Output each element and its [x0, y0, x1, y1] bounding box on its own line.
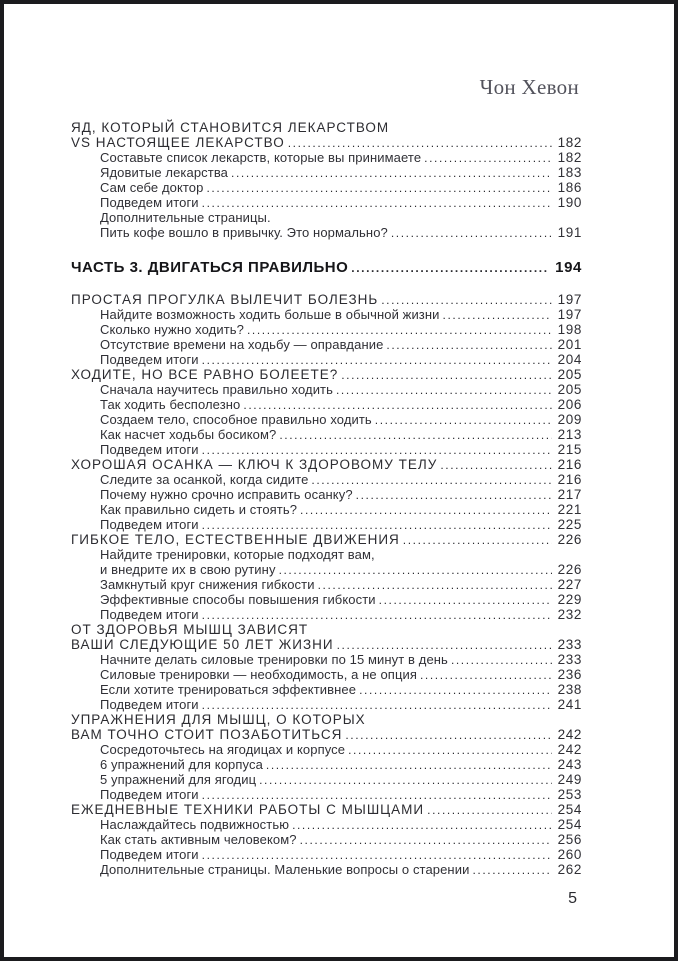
toc-entry-title: ХОРОШАЯ ОСАНКА — КЛЮЧ К ЗДОРОВОМУ ТЕЛУ — [71, 457, 438, 472]
toc-entry-page: 216 — [557, 472, 582, 487]
toc-entry-page: 204 — [557, 352, 582, 367]
toc-entry-title: Эффективные способы повышения гибкости — [100, 592, 376, 607]
toc-entry-page: 186 — [557, 180, 582, 195]
toc-entry-page: 227 — [557, 577, 582, 592]
dot-leader — [279, 563, 552, 578]
dot-leader — [202, 698, 552, 713]
toc-row — [71, 847, 582, 862]
dot-leader — [420, 668, 552, 683]
toc-entry-title: Сам себе доктор — [100, 180, 204, 195]
toc-row — [71, 622, 582, 637]
dot-leader — [206, 181, 551, 196]
toc-entry-title: Если хотите тренироваться эффективнее — [100, 682, 357, 697]
dot-leader — [472, 863, 551, 878]
dot-leader — [311, 473, 551, 488]
toc-entry-title: Почему нужно срочно исправить осанку? — [100, 487, 353, 502]
toc-row — [71, 652, 582, 667]
toc-row — [71, 307, 582, 322]
toc-entry-page: 182 — [557, 150, 582, 165]
toc-entry-title: Так ходить бесполезно — [100, 397, 241, 412]
toc-row — [71, 502, 582, 517]
toc-row — [71, 697, 582, 712]
toc-entry-title: ВАШИ СЛЕДУЮЩИЕ 50 ЛЕТ ЖИЗНИ — [71, 637, 334, 652]
toc-entry-page: 260 — [557, 847, 582, 862]
toc-entry-page: 205 — [557, 367, 582, 382]
dot-leader — [403, 533, 552, 548]
toc-entry-title: Отсутствие времени на ходьбу — оправдание — [100, 337, 384, 352]
dot-leader — [202, 196, 552, 211]
toc-entry-page: 215 — [557, 442, 582, 457]
toc-row — [71, 787, 582, 802]
toc-entry-page: 236 — [557, 667, 582, 682]
dot-leader — [202, 788, 552, 803]
toc-entry-title: Пить кофе вошло в привычку. Это нормально? — [100, 225, 388, 240]
toc-row — [71, 577, 582, 592]
toc-row — [71, 637, 582, 652]
toc-row — [71, 682, 582, 697]
toc-entry-title: Как правильно сидеть и стоять? — [100, 502, 298, 517]
toc-row — [71, 337, 582, 352]
toc-entry-page: 238 — [557, 682, 582, 697]
toc-row — [71, 802, 582, 817]
toc-row — [71, 457, 582, 472]
toc-entry-title: ГИБКОЕ ТЕЛО, ЕСТЕСТВЕННЫЕ ДВИЖЕНИЯ — [71, 532, 400, 547]
dot-leader — [202, 443, 552, 458]
dot-leader — [247, 323, 552, 338]
toc-entry-title: Сосредоточьтесь на ягодицах и корпусе — [100, 742, 346, 757]
toc-row — [71, 382, 582, 397]
dot-leader — [341, 368, 551, 383]
toc-entry-title: Подведем итоги — [100, 697, 199, 712]
dot-leader — [243, 398, 551, 413]
toc-row — [71, 742, 582, 757]
toc-row — [71, 727, 582, 742]
toc-entry-title: Сначала научитесь правильно ходить — [100, 382, 333, 397]
toc-row — [71, 487, 582, 502]
toc-entry-page: 190 — [557, 195, 582, 210]
dot-leader — [348, 743, 552, 758]
toc-entry-page: 209 — [557, 412, 582, 427]
dot-leader — [300, 833, 552, 848]
toc-entry-title: Найдите возможность ходить больше в обычной жизни — [100, 307, 440, 322]
toc-entry-page: 201 — [557, 337, 582, 352]
toc-row — [71, 817, 582, 832]
toc-entry-page: 206 — [557, 397, 582, 412]
toc-entry-title: Найдите тренировки, которые подходят вам, — [100, 547, 375, 562]
toc-entry-page: 182 — [557, 135, 582, 150]
toc-entry-title: Создаем тело, способное правильно ходить — [100, 412, 372, 427]
toc-entry-title: Подведем итоги — [100, 517, 199, 532]
toc-entry-title: Подведем итоги — [100, 195, 199, 210]
toc-row — [71, 367, 582, 382]
dot-leader — [336, 383, 552, 398]
dot-leader — [345, 728, 551, 743]
page-number: 5 — [568, 890, 577, 907]
toc-entry-page: 225 — [557, 517, 582, 532]
toc-entry-page: 242 — [557, 742, 582, 757]
dot-leader — [259, 773, 552, 788]
toc-entry-title: ОТ ЗДОРОВЬЯ МЫШЦ ЗАВИСЯТ — [71, 622, 309, 637]
toc-entry-page: 233 — [557, 652, 582, 667]
toc-row — [71, 832, 582, 847]
toc-entry-page: 226 — [557, 562, 582, 577]
dot-leader — [440, 458, 551, 473]
toc-row — [71, 150, 582, 165]
toc-row — [71, 547, 582, 562]
toc-entry-title: Дополнительные страницы. — [100, 210, 271, 225]
dot-leader — [266, 758, 552, 773]
dot-leader — [292, 818, 552, 833]
toc-entry-title: Подведем итоги — [100, 352, 199, 367]
toc-entry-page: 221 — [557, 502, 582, 517]
toc-row — [71, 120, 582, 135]
toc-entry-page: 242 — [557, 727, 582, 742]
toc-row — [71, 412, 582, 427]
dot-leader — [202, 848, 552, 863]
toc-entry-page: 249 — [557, 772, 582, 787]
dot-leader — [427, 803, 552, 818]
toc-row — [71, 165, 582, 180]
toc-entry-page: 232 — [557, 607, 582, 622]
toc-entry-title: 6 упражнений для корпуса — [100, 757, 263, 772]
toc-entry-title: Подведем итоги — [100, 847, 199, 862]
toc-row — [71, 712, 582, 727]
dot-leader — [202, 518, 552, 533]
toc-entry-page: 229 — [557, 592, 582, 607]
toc-row — [71, 322, 582, 337]
toc-row — [71, 292, 582, 307]
toc-entry-page: 233 — [557, 637, 582, 652]
dot-leader — [381, 293, 551, 308]
toc-entry-page: 256 — [557, 832, 582, 847]
dot-leader — [337, 638, 552, 653]
toc-entry-title: ЧАСТЬ 3. ДВИГАТЬСЯ ПРАВИЛЬНО — [71, 259, 349, 276]
toc-row — [71, 135, 582, 150]
toc-row — [71, 532, 582, 547]
toc-entry-title: ЯД, КОТОРЫЙ СТАНОВИТСЯ ЛЕКАРСТВОМ — [71, 120, 390, 135]
toc-row — [71, 562, 582, 577]
toc-entry-page: 216 — [557, 457, 582, 472]
toc-entry-page: 205 — [557, 382, 582, 397]
toc-row — [71, 472, 582, 487]
dot-leader — [202, 608, 552, 623]
toc-row — [71, 592, 582, 607]
toc-entry-title: ВАМ ТОЧНО СТОИТ ПОЗАБОТИТЬСЯ — [71, 727, 343, 742]
toc-entry-page: 253 — [557, 787, 582, 802]
toc-row — [71, 397, 582, 412]
toc-entry-page: 194 — [555, 259, 582, 276]
dot-leader — [375, 413, 552, 428]
toc-entry-title: Замкнутый круг снижения гибкости — [100, 577, 315, 592]
toc-row — [71, 210, 582, 225]
toc-entry-title: Следите за осанкой, когда сидите — [100, 472, 309, 487]
dot-leader — [279, 428, 551, 443]
toc-entry-title: Составьте список лекарств, которые вы принимаете — [100, 150, 422, 165]
toc-row — [71, 180, 582, 195]
toc-entry-title: Сколько нужно ходить? — [100, 322, 244, 337]
toc-entry-page: 197 — [557, 292, 582, 307]
dot-leader — [359, 683, 552, 698]
toc-entry-page: 226 — [557, 532, 582, 547]
toc-entry-title: Подведем итоги — [100, 442, 199, 457]
toc-entry-page: 197 — [557, 307, 582, 322]
dot-leader — [443, 308, 552, 323]
toc-entry-title: Как насчет ходьбы босиком? — [100, 427, 277, 442]
toc-row — [71, 259, 582, 277]
dot-leader — [451, 653, 552, 668]
dot-leader — [318, 578, 552, 593]
toc-entry-page: 241 — [557, 697, 582, 712]
dot-leader — [379, 593, 552, 608]
toc-entry-title: Подведем итоги — [100, 607, 199, 622]
toc-row — [71, 195, 582, 210]
toc-entry-title: VS НАСТОЯЩЕЕ ЛЕКАРСТВО — [71, 135, 285, 150]
toc-row — [71, 757, 582, 772]
toc-entry-page: 254 — [557, 817, 582, 832]
toc-entry-title: и внедрите их в свою рутину — [100, 562, 276, 577]
toc-row — [71, 607, 582, 622]
dot-leader — [288, 136, 552, 151]
toc-entry-title: Ядовитые лекарства — [100, 165, 229, 180]
toc-entry-title: Как стать активным человеком? — [100, 832, 297, 847]
toc-row — [71, 225, 582, 240]
toc-entry-title: ПРОСТАЯ ПРОГУЛКА ВЫЛЕЧИТ БОЛЕЗНЬ — [71, 292, 379, 307]
dot-leader — [386, 338, 551, 353]
toc-list — [71, 120, 582, 877]
toc-entry-title: Силовые тренировки — необходимость, а не опция — [100, 667, 417, 682]
toc-entry-page: 198 — [557, 322, 582, 337]
dot-leader — [231, 166, 552, 181]
toc-row — [71, 862, 582, 877]
dot-leader — [300, 503, 552, 518]
toc-row — [71, 772, 582, 787]
toc-entry-title: Подведем итоги — [100, 787, 199, 802]
toc-entry-page: 213 — [557, 427, 582, 442]
toc-entry-title: Дополнительные страницы. Маленькие вопросы о старении — [100, 862, 470, 877]
author-name: Чон Хевон — [479, 75, 579, 99]
toc-entry-title: ЕЖЕДНЕВНЫЕ ТЕХНИКИ РАБОТЫ С МЫШЦАМИ — [71, 802, 425, 817]
toc-entry-title: Наслаждайтесь подвижностью — [100, 817, 290, 832]
toc-row — [71, 517, 582, 532]
toc-row — [71, 667, 582, 682]
toc-entry-title: ХОДИТЕ, НО ВСЕ РАВНО БОЛЕЕТЕ? — [71, 367, 339, 382]
toc-entry-title: Начните делать силовые тренировки по 15 минут в день — [100, 652, 448, 667]
dot-leader — [391, 226, 552, 241]
toc-entry-title: УПРАЖНЕНИЯ ДЛЯ МЫШЦ, О КОТОРЫХ — [71, 712, 366, 727]
dot-leader — [351, 259, 549, 277]
toc-entry-page: 191 — [557, 225, 582, 240]
toc-row — [71, 352, 582, 367]
toc-entry-title: 5 упражнений для ягодиц — [100, 772, 257, 787]
toc-entry-page: 183 — [557, 165, 582, 180]
dot-leader — [424, 151, 552, 166]
toc-entry-page: 217 — [557, 487, 582, 502]
toc-entry-page: 254 — [557, 802, 582, 817]
dot-leader — [356, 488, 552, 503]
toc-entry-page: 243 — [557, 757, 582, 772]
toc-row — [71, 442, 582, 457]
dot-leader — [202, 353, 552, 368]
toc-entry-page: 262 — [557, 862, 582, 877]
toc-row — [71, 427, 582, 442]
